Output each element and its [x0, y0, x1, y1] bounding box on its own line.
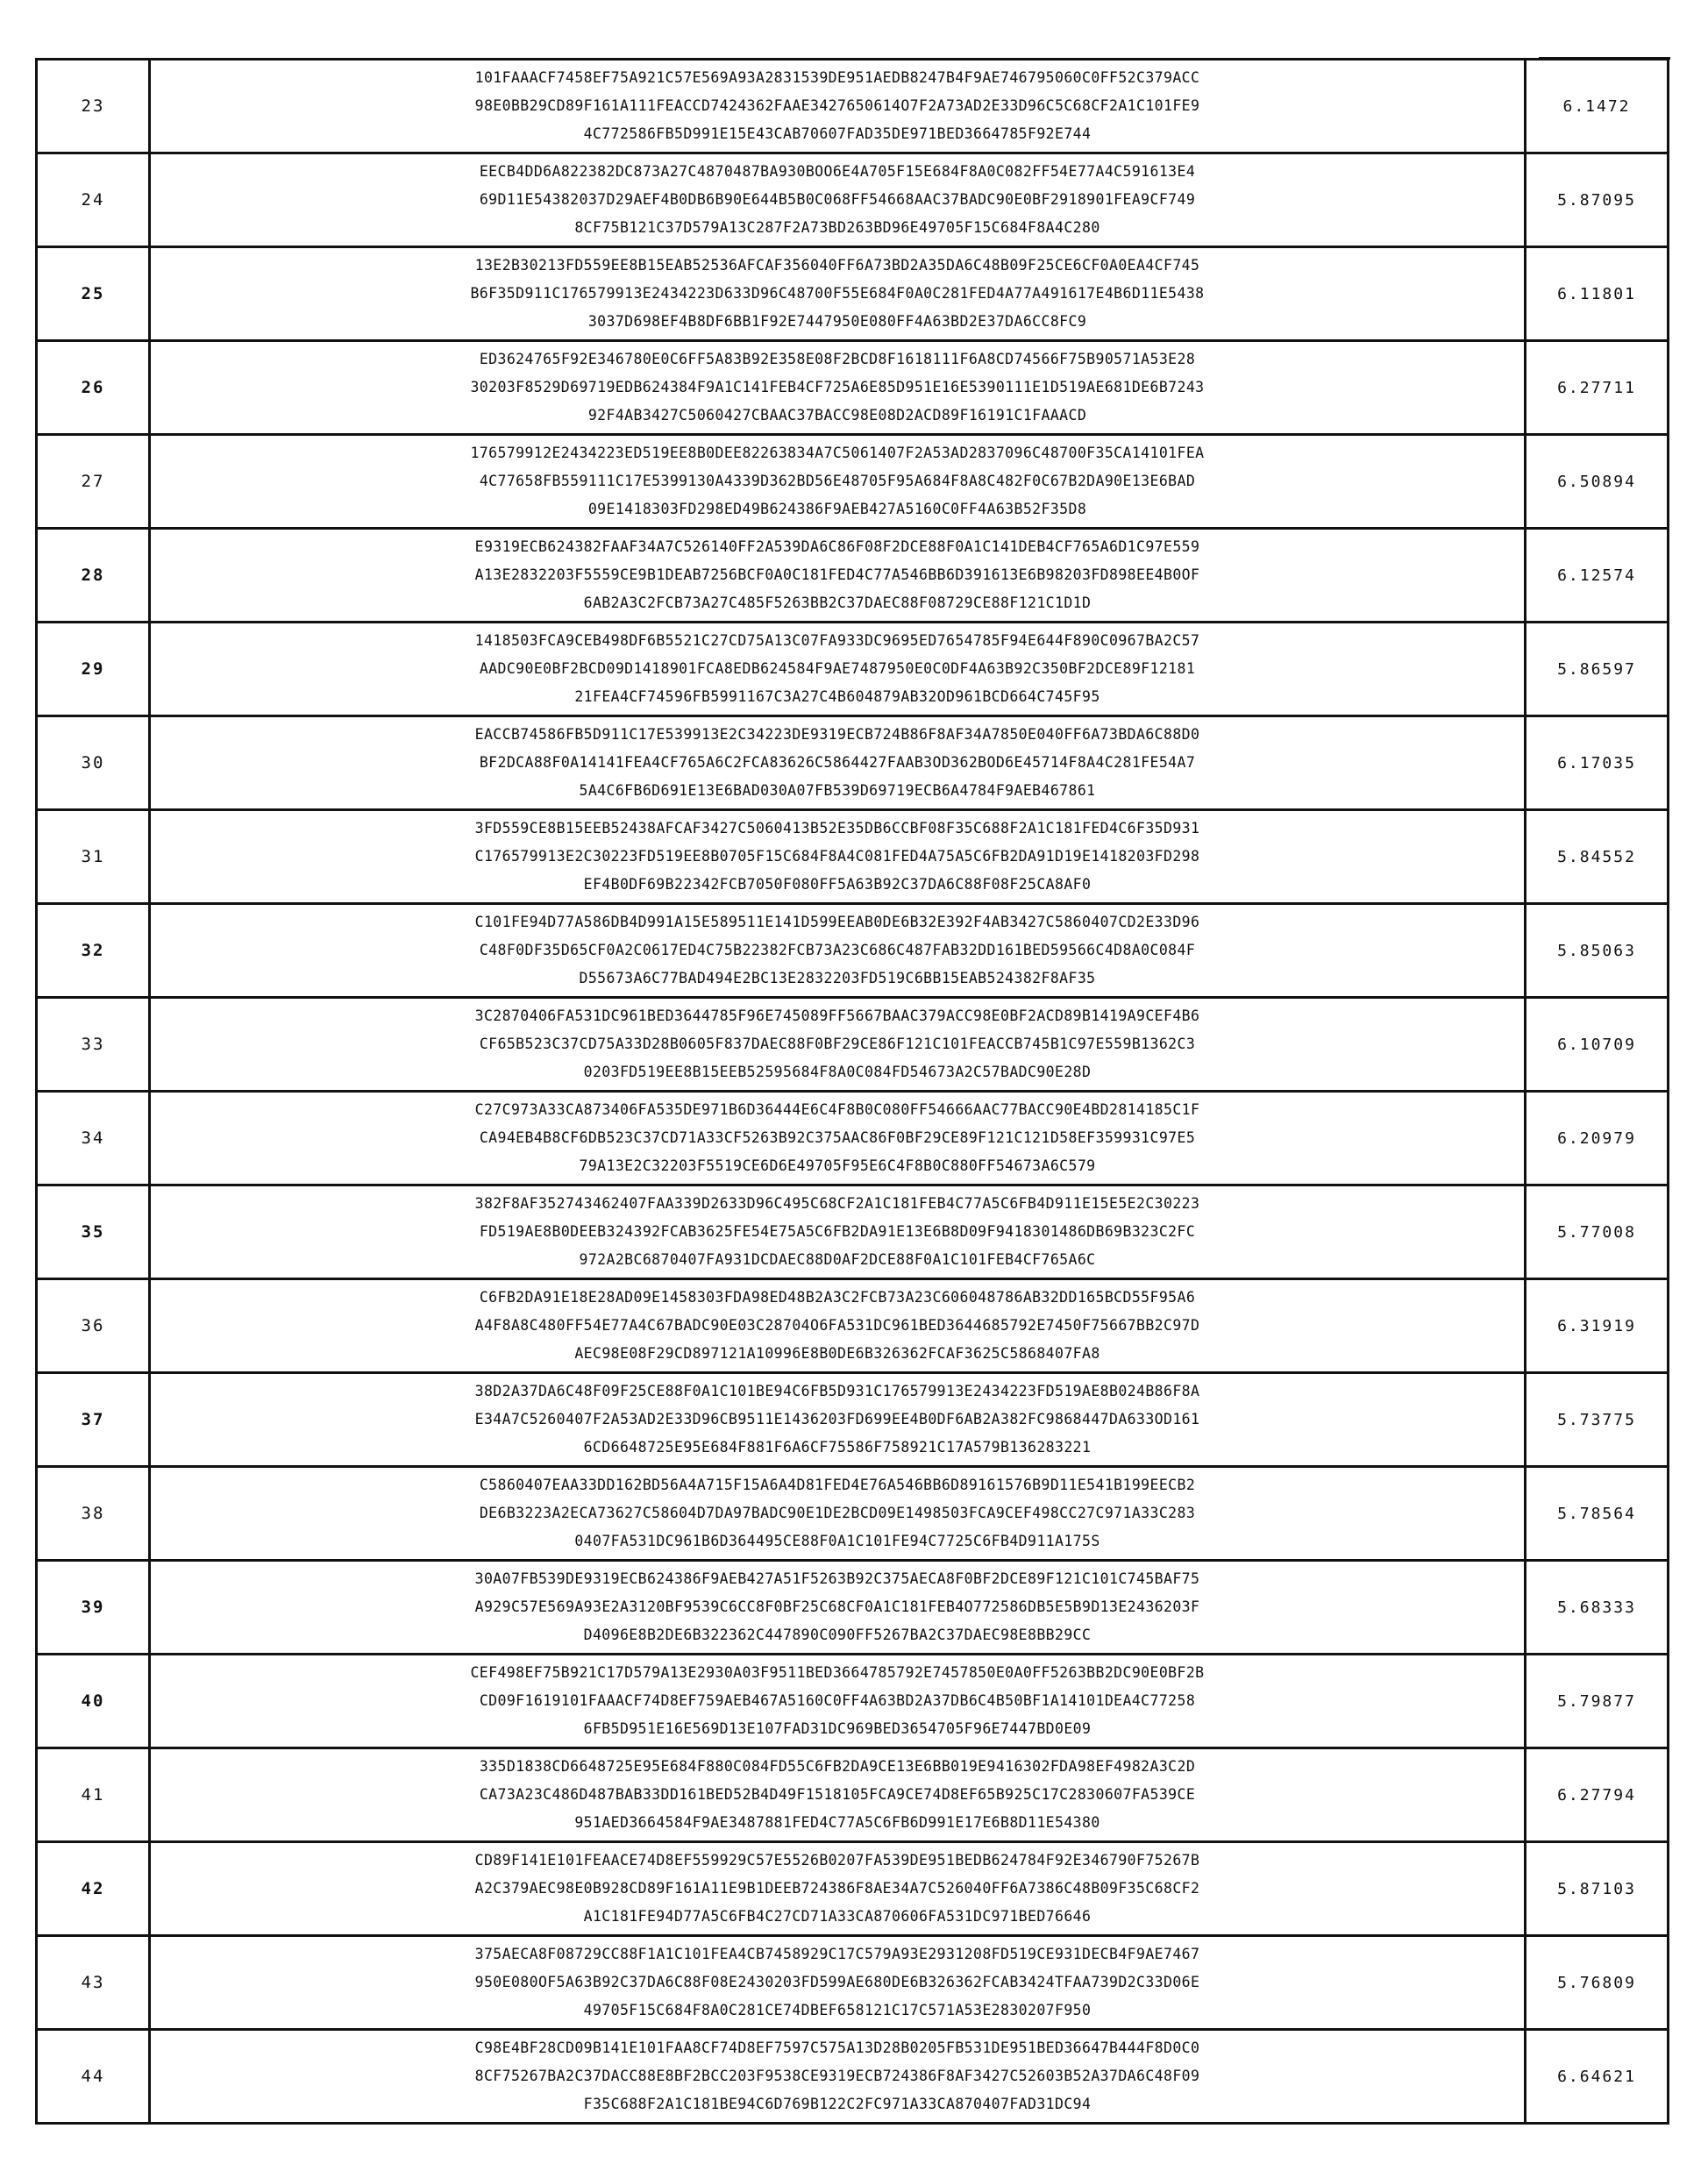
row-number: 36	[37, 1279, 150, 1373]
row-number: 35	[37, 1185, 150, 1279]
row-number: 43	[37, 1936, 150, 2030]
sequence-cell	[150, 623, 1526, 716]
score-value: 5.86597	[1526, 623, 1669, 716]
table-row	[37, 1561, 1669, 1655]
row-number: 44	[37, 2030, 150, 2124]
table-row	[37, 1748, 1669, 1842]
row-number: 40	[37, 1655, 150, 1748]
table-row	[37, 1279, 1669, 1373]
table-row	[37, 1467, 1669, 1561]
sequence-cell	[150, 810, 1526, 904]
row-number: 26	[37, 341, 150, 435]
score-value: 5.73775	[1526, 1373, 1669, 1467]
score-value: 5.77008	[1526, 1185, 1669, 1279]
table-row	[37, 1373, 1669, 1467]
sequence-cell	[150, 1185, 1526, 1279]
sequence-line: 6CD6648725E95E684F881F6A6CF75586F758921C17A579B136283221	[151, 1434, 1524, 1462]
sequence-line: A1C181FE94D77A5C6FB4C27CD71A33CA870606FA531DC971BED76646	[151, 1903, 1524, 1931]
sequence-line: A2C379AEC98E0B928CD89F161A11E9B1DEEB724386F8AE34A7C526040FF6A7386C48B09F35C68CF2	[151, 1875, 1524, 1903]
table-body	[37, 60, 1669, 2124]
sequence-line: ED3624765F92E346780E0C6FF5A83B92E358E08F2BCD8F1618111F6A8CD74566F75B90571A53E28	[151, 345, 1524, 374]
table-row	[37, 529, 1669, 623]
score-value: 6.27711	[1526, 341, 1669, 435]
sequence-line: 09E1418303FD298ED49B624386F9AEB427A5160C0FF4A63B52F35D8	[151, 495, 1524, 523]
table-row	[37, 716, 1669, 810]
sequence-line: CD09F1619101FAAACF74D8EF759AEB467A5160C0FF4A63BD2A37DB6C4B50BF1A14101DEA4C77258	[151, 1687, 1524, 1715]
sequence-line: 92F4AB3427C5060427CBAAC37BACC98E08D2ACD89F16191C1FAAACD	[151, 402, 1524, 430]
sequence-line: CEF498EF75B921C17D579A13E2930A03F9511BED3664785792E7457850E0A0FF5263BB2DC90E0BF2B	[151, 1659, 1524, 1687]
sequence-cell	[150, 716, 1526, 810]
sequence-line: B6F35D911C176579913E2434223D633D96C48700F55E684F0A0C281FED4A77A491617E4B6D11E5438	[151, 280, 1524, 308]
sequence-line: 49705F15C684F8A0C281CE74DBEF658121C17C571A53E2830207F950	[151, 1997, 1524, 2025]
table-row	[37, 435, 1669, 529]
sequence-cell	[150, 2030, 1526, 2124]
sequence-cell	[150, 529, 1526, 623]
sequence-line: CA73A23C486D487BAB33DD161BED52B4D49F1518105FCA9CE74D8EF65B925C17C2830607FA539CE	[151, 1781, 1524, 1809]
score-value: 6.31919	[1526, 1279, 1669, 1373]
table-row	[37, 1842, 1669, 1936]
sequence-cell	[150, 1467, 1526, 1561]
sequence-line: 0203FD519EE8B15EEB52595684F8A0C084FD54673A2C57BADC90E28D	[151, 1058, 1524, 1086]
row-number: 27	[37, 435, 150, 529]
score-value: 5.87103	[1526, 1842, 1669, 1936]
sequence-line: EACCB74586FB5D911C17E539913E2C34223DE9319ECB724B86F8AF34A7850E040FF6A73BDA6C88D0	[151, 721, 1524, 749]
sequence-line: A13E2832203F5559CE9B1DEAB7256BCF0A0C181FED4C77A546BB6D391613E6B98203FD898EE4B0OF	[151, 561, 1524, 589]
sequence-line: 13E2B30213FD559EE8B15EAB52536AFCAF356040FF6A73BD2A35DA6C48B09F25CE6CF0A0EA4CF745	[151, 252, 1524, 280]
row-number: 25	[37, 247, 150, 341]
score-value: 5.84552	[1526, 810, 1669, 904]
sequence-line: 5A4C6FB6D691E13E6BAD030A07FB539D69719ECB6A4784F9AEB467861	[151, 777, 1524, 805]
score-value: 6.1472	[1526, 60, 1669, 153]
row-number: 28	[37, 529, 150, 623]
sequence-line: 4C772586FB5D991E15E43CAB70607FAD35DE971BED3664785F92E744	[151, 120, 1524, 148]
sequence-line: 3C2870406FA531DC961BED3644785F96E745089FF5667BAAC379ACC98E0BF2ACD89B1419A9CEF4B6	[151, 1002, 1524, 1030]
score-value: 6.20979	[1526, 1092, 1669, 1185]
sequence-line: D55673A6C77BAD494E2BC13E2832203FD519C6BB15EAB524382F8AF35	[151, 965, 1524, 993]
score-value: 6.10709	[1526, 998, 1669, 1092]
score-value: 6.17035	[1526, 716, 1669, 810]
table-row	[37, 60, 1669, 153]
sequence-cell	[150, 1655, 1526, 1748]
sequence-line: 1418503FCA9CEB498DF6B5521C27CD75A13C07FA933DC9695ED7654785F94E644F890C0967BA2C57	[151, 627, 1524, 655]
sequence-line: C98E4BF28CD09B141E101FAA8CF74D8EF7597C575A13D28B0205FB531DE951BED36647B444F8D0C0	[151, 2034, 1524, 2062]
row-number: 38	[37, 1467, 150, 1561]
sequence-line: 382F8AF352743462407FAA339D2633D96C495C68CF2A1C181FEB4C77A5C6FB4D911E15E5E2C30223	[151, 1190, 1524, 1218]
sequence-line: 69D11E54382037D29AEF4B0DB6B90E644B5B0C068FF54668AAC37BADC90E0BF2918901FEA9CF749	[151, 186, 1524, 214]
sequence-line: 972A2BC6870407FA931DCDAEC88D0AF2DCE88F0A1C101FEB4CF765A6C	[151, 1246, 1524, 1274]
sequence-cell	[150, 904, 1526, 998]
score-value: 6.64621	[1526, 2030, 1669, 2124]
sequence-line: D4096E8B2DE6B322362C447890C090FF5267BA2C37DAEC98E8BB29CC	[151, 1621, 1524, 1649]
row-number: 24	[37, 153, 150, 247]
sequence-cell	[150, 1842, 1526, 1936]
row-number: 37	[37, 1373, 150, 1467]
sequence-line: 0407FA531DC961B6D364495CE88F0A1C101FE94C7725C6FB4D911A175S	[151, 1527, 1524, 1555]
sequence-line: 8CF75267BA2C37DACC88E8BF2BCC203F9538CE9319ECB724386F8AF3427C52603B52A37DA6C48F09	[151, 2062, 1524, 2090]
sequence-cell	[150, 1561, 1526, 1655]
row-number: 33	[37, 998, 150, 1092]
sequence-line: 21FEA4CF74596FB5991167C3A27C4B604879AB32OD961BCD664C745F95	[151, 683, 1524, 711]
sequence-line: 98E0BB29CD89F161A111FEACCD7424362FAAE3427650614O7F2A73AD2E33D96C5C68CF2A1C101FE9	[151, 92, 1524, 120]
sequence-cell	[150, 1373, 1526, 1467]
table-row	[37, 2030, 1669, 2124]
sequence-line: 101FAAACF7458EF75A921C57E569A93A2831539DE951AEDB8247B4F9AE746795060C0FF52C379ACC	[151, 64, 1524, 92]
sequence-line: 4C77658FB559111C17E5399130A4339D362BD56E48705F95A684F8A8C482F0C67B2DA90E13E6BAD	[151, 467, 1524, 495]
table-row	[37, 810, 1669, 904]
sequence-line: CA94EB4B8CF6DB523C37CD71A33CF5263B92C375AAC86F0BF29CE89F121C121D58EF359931C97E5	[151, 1124, 1524, 1152]
table-row	[37, 1936, 1669, 2030]
table-row	[37, 1185, 1669, 1279]
row-number: 41	[37, 1748, 150, 1842]
sequence-line: C101FE94D77A586DB4D991A15E589511E141D599EEAB0DE6B32E392F4AB3427C5860407CD2E33D96	[151, 908, 1524, 936]
score-value: 6.27794	[1526, 1748, 1669, 1842]
score-value: 5.85063	[1526, 904, 1669, 998]
table-row	[37, 341, 1669, 435]
sequence-line: C5860407EAA33DD162BD56A4A715F15A6A4D81FED4E76A546BB6D89161576B9D11E541B199EECB2	[151, 1471, 1524, 1499]
table-row	[37, 1092, 1669, 1185]
sequence-line: C6FB2DA91E18E28AD09E1458303FDA98ED48B2A3C2FCB73A23C606048786AB32DD165BCD55F95A6	[151, 1284, 1524, 1312]
sequence-line: 30A07FB539DE9319ECB624386F9AEB427A51F5263B92C375AECA8F0BF2DCE89F121C101C745BAF75	[151, 1565, 1524, 1593]
sequence-line: 950E080OF5A63B92C37DA6C88F08E2430203FD599AE680DE6B326362FCAB3424TFAA739D2C33D06E	[151, 1968, 1524, 1997]
row-number: 42	[37, 1842, 150, 1936]
sequence-line: AEC98E08F29CD897121A10996E8B0DE6B326362FCAF3625C5868407FA8	[151, 1340, 1524, 1368]
sequence-table	[35, 58, 1669, 2125]
sequence-line: BF2DCA88F0A14141FEA4CF765A6C2FCA83626C5864427FAAB3OD362BOD6E45714F8A4C281FE54A7	[151, 749, 1524, 777]
sequence-line: F35C688F2A1C181BE94C6D769B122C2FC971A33CA870407FAD31DC94	[151, 2090, 1524, 2118]
sequence-line: E34A7C5260407F2A53AD2E33D96CB9511E1436203FD699EE4B0DF6AB2A382FC9868447DA633OD161	[151, 1406, 1524, 1434]
row-number: 39	[37, 1561, 150, 1655]
table-row	[37, 1655, 1669, 1748]
sequence-line: A4F8A8C480FF54E77A4C67BADC90E03C28704O6FA531DC961BED3644685792E7450F75667BB2C97D	[151, 1312, 1524, 1340]
sequence-line: 79A13E2C32203F5519CE6D6E49705F95E6C4F8B0C880FF54673A6C579	[151, 1152, 1524, 1180]
score-value: 5.78564	[1526, 1467, 1669, 1561]
sequence-cell	[150, 998, 1526, 1092]
sequence-cell	[150, 341, 1526, 435]
score-value: 6.50894	[1526, 435, 1669, 529]
row-number: 30	[37, 716, 150, 810]
table-row	[37, 623, 1669, 716]
sequence-cell	[150, 1092, 1526, 1185]
sequence-cell	[150, 247, 1526, 341]
row-number: 29	[37, 623, 150, 716]
sequence-line: C27C973A33CA873406FA535DE971B6D36444E6C4F8B0C080FF54666AAC77BACC90E4BD2814185C1F	[151, 1096, 1524, 1124]
sequence-line: EF4B0DF69B22342FCB7050F080FF5A63B92C37DA6C88F08F25CA8AF0	[151, 871, 1524, 899]
sequence-line: 3FD559CE8B15EEB52438AFCAF3427C5060413B52E35DB6CCBF08F35C688F2A1C181FED4C6F35D931	[151, 815, 1524, 843]
sequence-line: CF65B523C37CD75A33D28B0605F837DAEC88F0BF29CE86F121C101FEACCB745B1C97E559B1362C3	[151, 1030, 1524, 1058]
sequence-line: E9319ECB624382FAAF34A7C526140FF2A539DA6C86F08F2DCE88F0A1C141DEB4CF765A6D1C97E559	[151, 533, 1524, 561]
table-row	[37, 904, 1669, 998]
table-row	[37, 247, 1669, 341]
row-number: 31	[37, 810, 150, 904]
sequence-line: 6FB5D951E16E569D13E107FAD31DC969BED3654705F96E7447BD0E09	[151, 1715, 1524, 1743]
sequence-line: EECB4DD6A822382DC873A27C4870487BA930BOO6E4A705F15E684F8A0C082FF54E77A4C591613E4	[151, 158, 1524, 186]
sequence-line: 951AED3664584F9AE3487881FED4C77A5C6FB6D991E17E6B8D11E54380	[151, 1809, 1524, 1837]
sequence-cell	[150, 435, 1526, 529]
table-row	[37, 998, 1669, 1092]
sequence-line: C48F0DF35D65CF0A2C0617ED4C75B22382FCB73A23C686C487FAB32DD161BED59566C4D8A0C084F	[151, 936, 1524, 965]
sequence-line: 3037D698EF4B8DF6BB1F92E7447950E080FF4A63BD2E37DA6CC8FC9	[151, 308, 1524, 336]
sequence-line: 38D2A37DA6C48F09F25CE88F0A1C101BE94C6FB5D931C176579913E2434223FD519AE8B024B86F8A	[151, 1377, 1524, 1406]
sequence-line: 8CF75B121C37D579A13C287F2A73BD263BD96E49705F15C684F8A4C280	[151, 214, 1524, 242]
sequence-line: A929C57E569A93E2A3120BF9539C6CC8F0BF25C68CF0A1C181FEB4O772586DB5E5B9D13E2436203F	[151, 1593, 1524, 1621]
sequence-line: 6AB2A3C2FCB73A27C485F5263BB2C37DAEC88F08729CE88F121C1D1D	[151, 589, 1524, 617]
row-number: 32	[37, 904, 150, 998]
sequence-line: 375AECA8F08729CC88F1A1C101FEA4CB7458929C17C579A93E2931208FD519CE931DECB4F9AE7467	[151, 1940, 1524, 1968]
table-row	[37, 153, 1669, 247]
sequence-cell	[150, 1936, 1526, 2030]
sequence-line: 176579912E2434223ED519EE8B0DEE82263834A7C5061407F2A53AD2837096C48700F35CA14101FEA	[151, 439, 1524, 467]
sequence-line: C176579913E2C30223FD519EE8B0705F15C684F8A4C081FED4A75A5C6FB2DA91D19E1418203FD298	[151, 843, 1524, 871]
score-value: 5.87095	[1526, 153, 1669, 247]
sequence-cell	[150, 1279, 1526, 1373]
sequence-line: DE6B3223A2ECA73627C58604D7DA97BADC90E1DE2BCD09E1498503FCA9CEF498CC27C971A33C283	[151, 1499, 1524, 1527]
score-value: 6.12574	[1526, 529, 1669, 623]
sequence-line: 335D1838CD6648725E95E684F880C084FD55C6FB2DA9CE13E6BB019E9416302FDA98EF4982A3C2D	[151, 1753, 1524, 1781]
sequence-cell	[150, 153, 1526, 247]
sequence-cell	[150, 1748, 1526, 1842]
sequence-cell	[150, 60, 1526, 153]
score-value: 5.68333	[1526, 1561, 1669, 1655]
score-value: 6.11801	[1526, 247, 1669, 341]
row-number: 23	[37, 60, 150, 153]
score-value: 5.76809	[1526, 1936, 1669, 2030]
row-number: 34	[37, 1092, 150, 1185]
sequence-line: AADC90E0BF2BCD09D1418901FCA8EDB624584F9AE7487950E0C0DF4A63B92C350BF2DCE89F12181	[151, 655, 1524, 683]
sequence-line: 30203F8529D69719EDB624384F9A1C141FEB4CF725A6E85D951E16E5390111E1D519AE681DE6B7243	[151, 374, 1524, 402]
score-value: 5.79877	[1526, 1655, 1669, 1748]
sequence-line: CD89F141E101FEAACE74D8EF559929C57E5526B0207FA539DE951BEDB624784F92E346790F75267B	[151, 1847, 1524, 1875]
sequence-line: FD519AE8B0DEEB324392FCAB3625FE54E75A5C6FB2DA91E13E6B8D09F9418301486DB69B323C2FC	[151, 1218, 1524, 1246]
